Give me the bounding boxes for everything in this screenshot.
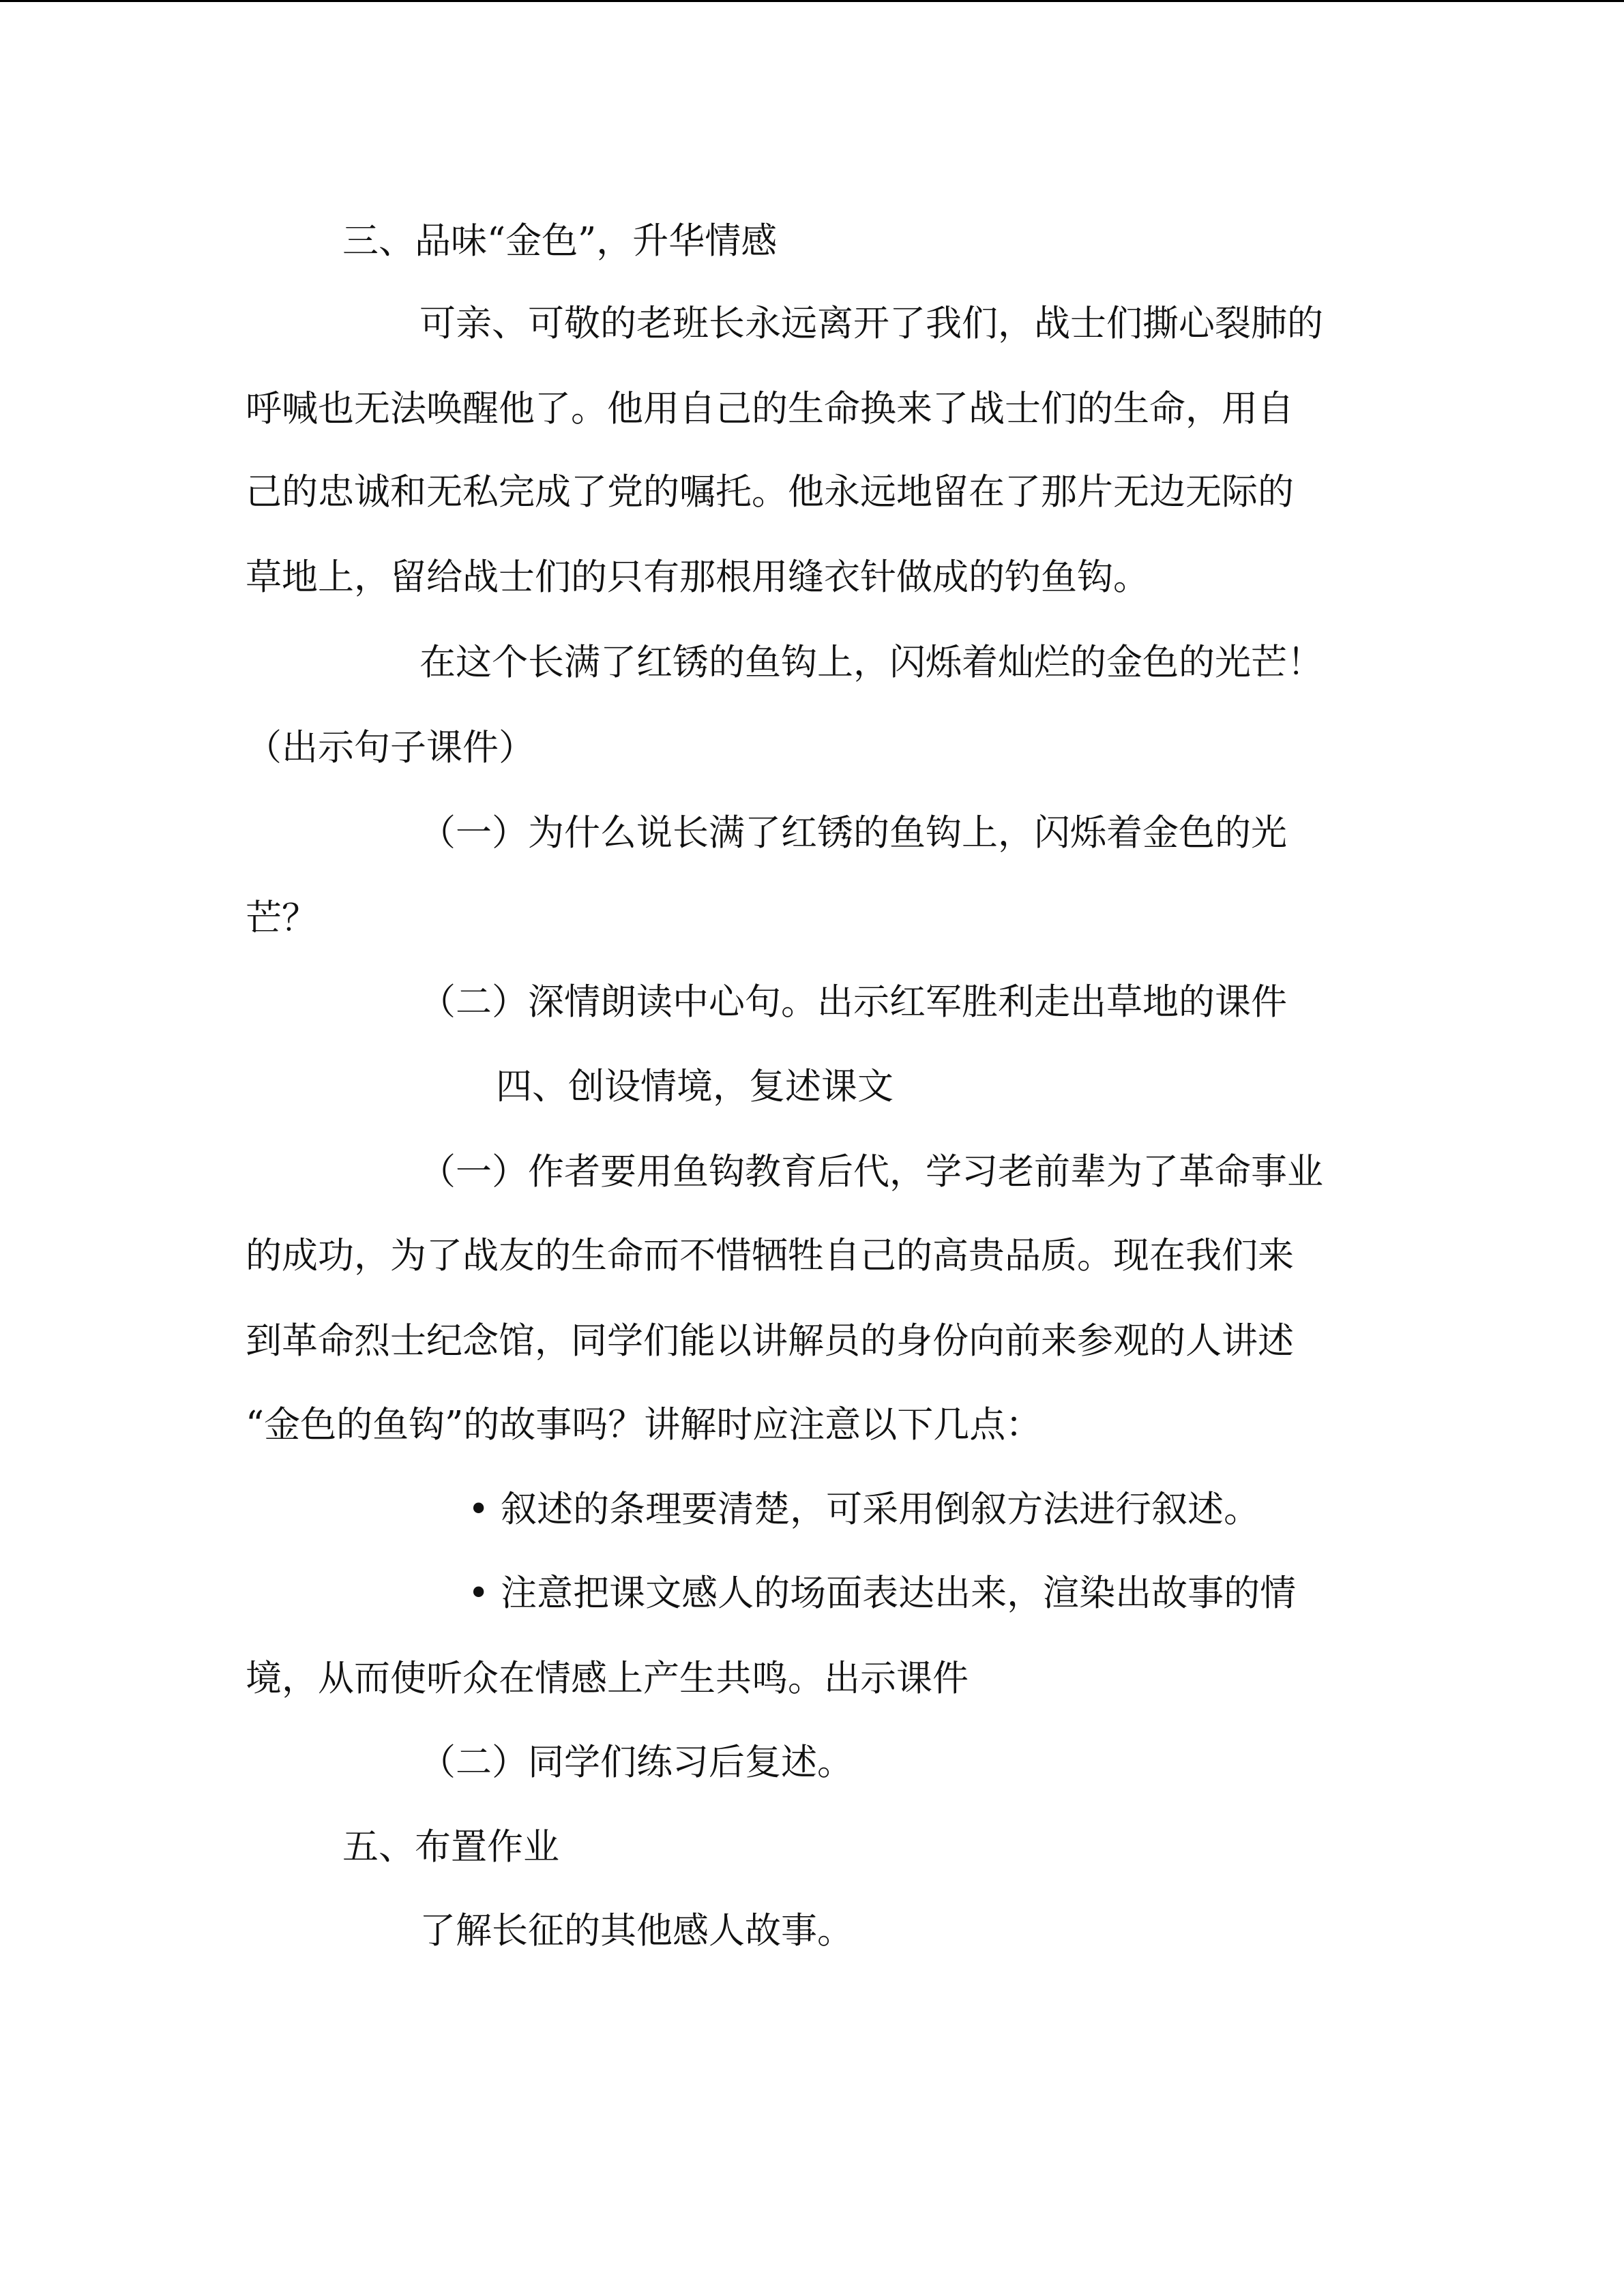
section-3-paragraph-2-line-1: 在这个长满了红锈的鱼钩上，闪烁着灿烂的金色的光芒！ [419,642,1323,683]
section-4-item-1-line-4: “金色的鱼钩”的故事吗？讲解时应注意以下几点： [246,1404,1042,1446]
section-3-paragraph-1-line-1: 可亲、可敬的老班长永远离开了我们，战士们撕心裂肺的 [419,303,1323,344]
section-5-content: 了解长征的其他感人故事。 [419,1910,853,1952]
section-3-item-1-line-2: 芒？ [246,897,318,939]
section-4-item-1-line-2: 的成功，为了战友的生命而不惜牺牲自己的高贵品质。现在我们来 [246,1235,1294,1277]
section-3-item-2: （二）深情朗读中心句。出示红军胜利走出草地的课件 [419,981,1287,1023]
section-3-paragraph-1-line-4: 草地上，留给战士们的只有那根用缝衣针做成的钓鱼钩。 [246,556,1149,598]
section-4-item-1-line-1: （一）作者要用鱼钩教育后代，学习老前辈为了革命事业 [419,1151,1323,1193]
section-3-paragraph-1-line-2: 呼喊也无法唤醒他了。他用自己的生命换来了战士们的生命，用自 [246,388,1294,430]
section-4-bullet-1: • 叙述的条理要清楚，可采用倒叙方法进行叙述。 [468,1489,1260,1530]
section-3-paragraph-2-line-2: （出示句子课件） [246,727,535,769]
section-3-item-1-line-1: （一）为什么说长满了红锈的鱼钩上，闪烁着金色的光 [419,812,1287,854]
section-4-item-1-line-3: 到革命烈士纪念馆，同学们能以讲解员的身份向前来参观的人讲述 [246,1320,1294,1362]
section-4-heading: 四、创设情境，复述课文 [496,1066,894,1107]
section-4-item-2: （二）同学们练习后复述。 [419,1742,853,1783]
top-border-line [0,0,1624,2]
section-4-bullet-2-line-2: 境，从而使听众在情感上产生共鸣。出示课件 [246,1658,969,1699]
section-5-heading: 五、布置作业 [342,1826,559,1868]
section-3-heading: 三、品味“金色”，升华情感 [342,220,778,262]
section-3-paragraph-1-line-3: 己的忠诚和无私完成了党的嘱托。他永远地留在了那片无边无际的 [246,471,1294,513]
section-4-bullet-2-line-1: • 注意把课文感人的场面表达出来，渲染出故事的情 [468,1572,1297,1614]
